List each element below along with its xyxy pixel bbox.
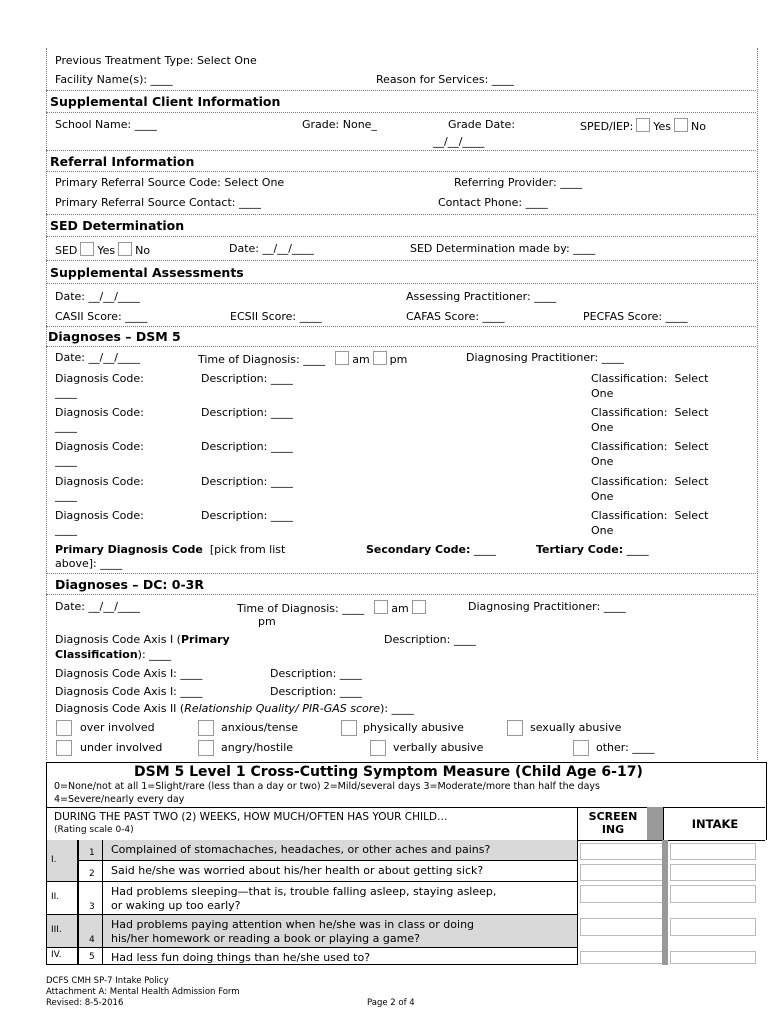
divider (46, 112, 756, 113)
diagnosis-description-label: Description: (201, 372, 268, 385)
sed-label: SED (55, 244, 78, 257)
classification-row (591, 372, 708, 385)
dc03r-date-label: Date: (55, 600, 85, 613)
anxious-tense-checkbox[interactable] (198, 720, 214, 736)
contact-phone-row (438, 196, 548, 209)
screening-score-input[interactable] (580, 885, 664, 903)
divider (46, 326, 756, 327)
table-vline (102, 840, 103, 965)
verbally-abusive-checkbox[interactable] (370, 740, 386, 756)
divider (46, 283, 756, 284)
classification-row (591, 440, 708, 453)
physically-abusive-label: physically abusive (363, 721, 464, 734)
sed-no-label: No (135, 244, 151, 257)
primary-diagnosis-hint: [pick from list (209, 543, 286, 556)
dsm5-date-field[interactable]: __/__/____ (88, 351, 140, 364)
screening-column-header (577, 807, 648, 840)
grade-row (302, 118, 377, 131)
classification-select-line-2[interactable]: One (591, 421, 614, 434)
other-row (596, 741, 654, 754)
pecfas-label: PECFAS Score: (583, 310, 663, 323)
facility-field[interactable]: ____ (150, 73, 173, 86)
divider (46, 346, 756, 347)
dsm5-practitioner-label: Diagnosing Practitioner: (466, 351, 599, 364)
rating-scale-line-2: 4=Severe/nearly every day (54, 794, 185, 805)
table-vline (78, 840, 79, 965)
axis1-row-b (55, 685, 202, 698)
axis1-desc-row-b (270, 685, 362, 698)
secondary-code-label: Secondary Code: (366, 543, 471, 556)
diagnosis-code-field[interactable]: ____ (55, 523, 77, 536)
intake-score-input[interactable] (670, 951, 756, 964)
intake-column-header (663, 807, 767, 840)
dsm5-time-row (198, 351, 407, 366)
column-separator (647, 807, 663, 840)
sexually-abusive-checkbox[interactable] (507, 720, 523, 736)
primary-diagnosis-label: Primary Diagnosis Code (55, 543, 203, 556)
axis1-primary-bold: Primary (180, 633, 230, 646)
reason-row (376, 73, 514, 86)
sed-made-by-field[interactable]: ____ (573, 242, 596, 255)
question-number: 2 (89, 869, 95, 879)
facility-row (55, 73, 173, 86)
primary-diagnosis-field[interactable]: ____ (100, 557, 123, 570)
assessment-date-row (55, 290, 140, 303)
classification-label: Classification: (591, 509, 668, 522)
sped-label: SPED/IEP: (580, 120, 634, 133)
secondary-code-row (366, 543, 496, 556)
page-number: Page 2 of 4 (367, 998, 415, 1008)
referring-provider-row (454, 176, 582, 189)
question-text: Had problems paying attention when he/she was in class or doing (111, 918, 475, 931)
screening-score-input[interactable] (580, 843, 664, 860)
classification-row (591, 475, 708, 488)
axis1-primary-desc-field[interactable]: ____ (453, 633, 476, 646)
assessment-date-field[interactable]: __/__/____ (88, 290, 140, 303)
school-field[interactable]: ____ (134, 118, 157, 131)
classification-select-line-2[interactable]: One (591, 455, 614, 468)
diagnosis-description-label: Description: (201, 509, 268, 522)
divider (46, 573, 756, 574)
axis1-label: Diagnosis Code Axis I: (55, 667, 177, 680)
axis1-primary-row-2 (55, 648, 171, 661)
dc03r-time-label: Time of Diagnosis: (237, 602, 339, 615)
diagnosis-description-row (201, 406, 293, 419)
angry-hostile-label: angry/hostile (221, 741, 294, 754)
axis1-field[interactable]: ____ (180, 685, 203, 698)
angry-hostile-checkbox[interactable] (198, 740, 214, 756)
question-number: 1 (89, 848, 95, 858)
axis1-primary-row (55, 633, 230, 646)
classification-select[interactable]: Select (674, 475, 709, 488)
classification-select[interactable]: Select (674, 406, 709, 419)
cafas-label: CAFAS Score: (406, 310, 480, 323)
sed-no-checkbox[interactable] (118, 242, 132, 256)
ecsii-field[interactable]: ____ (299, 310, 322, 323)
previous-treatment-label: Previous Treatment Type: (55, 54, 194, 67)
axis1-row-a (55, 667, 202, 680)
sed-date-row (229, 242, 314, 255)
diagnosis-code-label: Diagnosis Code: (55, 475, 144, 488)
sed-date-label: Date: (229, 242, 259, 255)
classification-select-line-2[interactable]: One (591, 490, 614, 503)
diagnosis-code-label: Diagnosis Code: (55, 406, 144, 419)
dc03r-date-field[interactable]: __/__/____ (88, 600, 140, 613)
column-separator (662, 840, 668, 965)
classification-select-line-2[interactable]: One (591, 387, 614, 400)
classification-label: Classification: (591, 372, 668, 385)
dc03r-practitioner-row (468, 600, 626, 613)
axis1-close-paren: ): (137, 648, 146, 661)
contact-phone-field[interactable]: ____ (525, 196, 548, 209)
screening-header-line-2: ING (601, 823, 625, 836)
sped-no-label: No (691, 120, 707, 133)
over-involved-checkbox[interactable] (56, 720, 72, 736)
dsm5-am-checkbox[interactable] (335, 351, 349, 365)
sed-yes-label: Yes (97, 244, 116, 257)
sed-heading: SED Determination (50, 218, 185, 233)
sped-no-checkbox[interactable] (674, 118, 688, 132)
school-label: School Name: (55, 118, 132, 131)
divider (46, 171, 756, 172)
domain-cell (46, 840, 78, 882)
dc03r-practitioner-label: Diagnosing Practitioner: (468, 600, 601, 613)
casii-field[interactable]: ____ (125, 310, 148, 323)
supplemental-client-heading: Supplemental Client Information (50, 94, 281, 109)
domain-label: III. (51, 925, 62, 935)
dc03r-heading: Diagnoses – DC: 0-3R (55, 577, 204, 592)
assessments-heading: Supplemental Assessments (50, 265, 244, 280)
domain-label: I. (51, 855, 57, 865)
question-text: Complained of stomachaches, headaches, or other aches and pains? (111, 843, 491, 856)
diagnosis-description-row (201, 372, 293, 385)
tertiary-code-label: Tertiary Code: (536, 543, 624, 556)
school-row (55, 118, 157, 131)
sed-date-field[interactable]: __/__/____ (262, 242, 314, 255)
assessing-practitioner-field[interactable]: ____ (534, 290, 557, 303)
diagnosis-code-field[interactable]: ____ (55, 489, 77, 502)
axis1-primary-desc-label: Description: (384, 633, 451, 646)
diagnosis-description-row (201, 475, 293, 488)
grade-label: Grade: (302, 118, 340, 131)
cafas-row (406, 310, 505, 323)
tertiary-code-field[interactable]: ____ (626, 543, 649, 556)
classification-select-line-2[interactable]: One (591, 524, 614, 537)
axis2-field[interactable]: ____ (391, 702, 414, 715)
dsm5-date-row (55, 351, 140, 364)
axis1-primary-desc-row (384, 633, 476, 646)
sped-yes-label: Yes (653, 120, 672, 133)
diagnosis-description-row (201, 509, 293, 522)
diagnosis-description-label: Description: (201, 475, 268, 488)
other-field[interactable]: ____ (632, 741, 655, 754)
diagnosis-code-label: Diagnosis Code: (55, 509, 144, 522)
other-label: other: (596, 741, 629, 754)
intake-score-input[interactable] (670, 885, 756, 903)
referral-source-row (55, 176, 284, 189)
sed-row (55, 242, 150, 257)
screening-header-line-1: SCREEN (588, 810, 638, 823)
reason-field[interactable]: ____ (491, 73, 514, 86)
axis1-primary-label: Diagnosis Code Axis I ( (55, 633, 181, 646)
diagnosis-description-label: Description: (201, 406, 268, 419)
domain-cell (46, 915, 78, 948)
pecfas-row (583, 310, 688, 323)
intake-score-input[interactable] (670, 843, 756, 860)
primary-diagnosis-row-2 (55, 557, 122, 570)
axis2-row (55, 702, 414, 715)
dc03r-am-checkbox[interactable] (374, 600, 388, 614)
dsm5-heading: Diagnoses – DSM 5 (48, 329, 181, 344)
dsm5-date-label: Date: (55, 351, 85, 364)
grade-field[interactable]: None_ (342, 118, 377, 131)
axis2-label: Diagnosis Code Axis II ( (55, 702, 185, 715)
ecsii-row (230, 310, 322, 323)
referral-heading: Referral Information (50, 154, 195, 169)
classification-select[interactable]: Select (674, 440, 709, 453)
question-text-line-2: his/her homework or reading a book or playing a game? (111, 932, 420, 945)
table-vline (577, 840, 578, 965)
axis1-desc-field[interactable]: ____ (339, 667, 362, 680)
divider (46, 214, 756, 215)
question-header: DURING THE PAST TWO (2) WEEKS, HOW MUCH/OFTEN HAS YOUR CHILD… (54, 811, 448, 823)
question-number: 4 (89, 935, 95, 945)
rating-note: (Rating scale 0-4) (54, 825, 134, 835)
classification-label: Classification: (591, 475, 668, 488)
diagnosis-description-field[interactable]: ____ (270, 475, 293, 488)
question-text: Had problems sleeping—that is, trouble falling asleep, staying asleep, (111, 885, 497, 898)
classification-label: Classification: (591, 406, 668, 419)
referral-contact-row (55, 196, 261, 209)
cross-cutting-title: DSM 5 Level 1 Cross-Cutting Symptom Measure (Child Age 6-17) (134, 764, 643, 780)
dc03r-pm-label: pm (258, 615, 276, 628)
table-left-border (46, 807, 47, 840)
other-checkbox[interactable] (573, 740, 589, 756)
question-number: 5 (89, 952, 95, 962)
axis1-classification-bold: Classification (55, 648, 138, 661)
dc03r-pm-checkbox[interactable] (412, 600, 426, 614)
dc03r-date-row (55, 600, 140, 613)
over-involved-label: over involved (80, 721, 155, 734)
dsm5-pm-checkbox[interactable] (373, 351, 387, 365)
anxious-tense-label: anxious/tense (221, 721, 298, 734)
reason-label: Reason for Services: (376, 73, 489, 86)
previous-treatment-row (55, 54, 257, 67)
dsm5-practitioner-row (466, 351, 624, 364)
referring-provider-label: Referring Provider: (454, 176, 557, 189)
sed-yes-checkbox[interactable] (80, 242, 94, 256)
sed-made-by-row (410, 242, 595, 255)
sped-yes-checkbox[interactable] (636, 118, 650, 132)
dsm5-time-label: Time of Diagnosis: (198, 353, 300, 366)
dc03r-time-field[interactable]: ____ (342, 602, 365, 615)
referral-contact-field[interactable]: ____ (239, 196, 261, 209)
casii-row (55, 310, 147, 323)
divider (46, 90, 756, 91)
pecfas-field[interactable]: ____ (665, 310, 688, 323)
domain-label: II. (51, 892, 60, 902)
tertiary-code-row (536, 543, 649, 556)
dsm5-practitioner-field[interactable]: ____ (601, 351, 624, 364)
diagnosis-description-field[interactable]: ____ (270, 372, 293, 385)
contact-phone-label: Contact Phone: (438, 196, 523, 209)
diagnosis-description-field[interactable]: ____ (270, 440, 293, 453)
diagnosis-description-field[interactable]: ____ (270, 406, 293, 419)
primary-diagnosis-hint-2: above]: (55, 557, 97, 570)
classification-label: Classification: (591, 440, 668, 453)
under-involved-checkbox[interactable] (56, 740, 72, 756)
domain-label: IV. (51, 950, 62, 960)
divider (46, 260, 756, 261)
referral-contact-label: Primary Referral Source Contact: (55, 196, 236, 209)
cafas-field[interactable]: ____ (482, 310, 505, 323)
previous-treatment-select[interactable]: Select One (196, 54, 257, 67)
classification-row (591, 406, 708, 419)
divider (46, 150, 756, 151)
axis1-primary-field[interactable]: ____ (149, 648, 172, 661)
sexually-abusive-label: sexually abusive (530, 721, 622, 734)
question-number: 3 (89, 902, 95, 912)
axis1-label: Diagnosis Code Axis I: (55, 685, 177, 698)
diagnosis-code-label: Diagnosis Code: (55, 372, 144, 385)
axis1-desc-field[interactable]: ____ (339, 685, 362, 698)
domain-cell (46, 882, 78, 915)
assessing-practitioner-row (406, 290, 556, 303)
intake-header: INTAKE (691, 817, 739, 831)
dsm5-am-label: am (352, 353, 370, 366)
dsm5-pm-label: pm (389, 353, 408, 366)
under-involved-label: under involved (80, 741, 163, 754)
divider (46, 236, 756, 237)
axis2-italic: Relationship Quality/ PIR-GAS score (184, 702, 381, 715)
question-text: Had less fun doing things than he/she used to? (111, 951, 371, 964)
axis1-field[interactable]: ____ (180, 667, 203, 680)
diagnosis-code-field[interactable]: ____ (55, 420, 77, 433)
intake-score-input[interactable] (670, 918, 756, 936)
screening-score-input[interactable] (580, 918, 664, 936)
ecsii-label: ECSII Score: (230, 310, 297, 323)
question-text-line-2: or waking up too early? (111, 899, 241, 912)
sped-row (580, 118, 706, 133)
axis1-desc-label: Description: (270, 667, 337, 680)
diagnosis-description-label: Description: (201, 440, 268, 453)
diagnosis-code-field[interactable]: ____ (55, 386, 77, 399)
screening-score-input[interactable] (580, 951, 664, 964)
dc03r-time-row (237, 600, 429, 615)
rating-scale-line-1: 0=None/not at all 1=Slight/rare (less than a day or two) 2=Mild/several days 3=Moderate/more than half the days (54, 781, 600, 792)
facility-label: Facility Name(s): (55, 73, 148, 86)
secondary-code-field[interactable]: ____ (473, 543, 496, 556)
sed-made-by-label: SED Determination made by: (410, 242, 570, 255)
axis1-desc-label: Description: (270, 685, 337, 698)
casii-label: CASII Score: (55, 310, 122, 323)
diagnosis-description-field[interactable]: ____ (270, 509, 293, 522)
dsm5-time-field[interactable]: ____ (303, 353, 326, 366)
classification-select[interactable]: Select (674, 509, 709, 522)
grade-date-field[interactable]: __/__/____ (433, 135, 485, 148)
dc03r-practitioner-field[interactable]: ____ (603, 600, 626, 613)
question-text: Said he/she was worried about his/her health or about getting sick? (111, 864, 484, 877)
assessment-date-label: Date: (55, 290, 85, 303)
referral-source-label: Primary Referral Source Code: (55, 176, 221, 189)
axis1-desc-row-a (270, 667, 362, 680)
screening-score-input[interactable] (580, 864, 664, 881)
diagnosis-description-row (201, 440, 293, 453)
axis2-close: ): (380, 702, 389, 715)
dc03r-am-label: am (391, 602, 409, 615)
classification-select[interactable]: Select (674, 372, 709, 385)
diagnosis-code-label: Diagnosis Code: (55, 440, 144, 453)
diagnosis-code-field[interactable]: ____ (55, 454, 77, 467)
domain-cell (46, 948, 78, 965)
classification-row (591, 509, 708, 522)
primary-diagnosis-row (55, 543, 285, 556)
referring-provider-field[interactable]: ____ (560, 176, 583, 189)
intake-score-input[interactable] (670, 864, 756, 881)
footer-policy: DCFS CMH SP-7 Intake Policy (46, 976, 169, 986)
assessing-practitioner-label: Assessing Practitioner: (406, 290, 531, 303)
referral-source-select[interactable]: Select One (224, 176, 285, 189)
footer-revised: Revised: 8-5-2016 (46, 998, 124, 1008)
grade-date-label: Grade Date: (448, 118, 516, 131)
physically-abusive-checkbox[interactable] (341, 720, 357, 736)
verbally-abusive-label: verbally abusive (393, 741, 484, 754)
divider (46, 594, 756, 595)
footer-attachment: Attachment A: Mental Health Admission Form (46, 987, 240, 997)
